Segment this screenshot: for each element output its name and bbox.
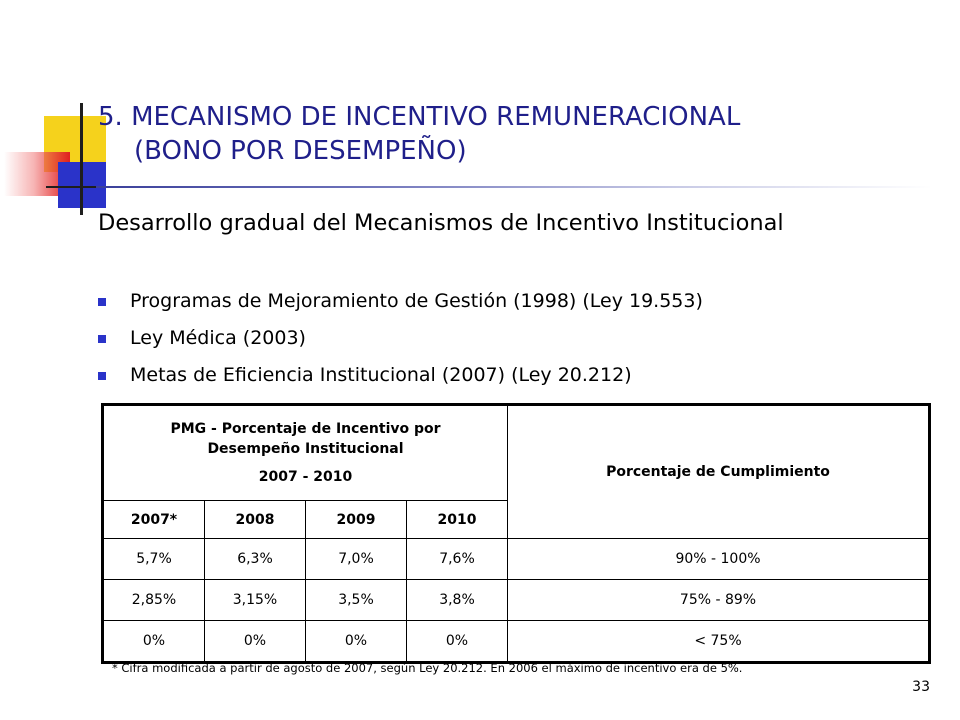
- incentive-table: [101, 403, 931, 664]
- table-header-incentive: [103, 405, 508, 501]
- square-bullet-icon: [98, 372, 106, 380]
- bullet-item: [98, 357, 703, 394]
- table-cell: 3,8%: [407, 580, 508, 621]
- square-bullet-icon: [98, 335, 106, 343]
- slide-title-line2: (BONO POR DESEMPEÑO): [134, 136, 467, 166]
- table-cell: 0%: [306, 621, 407, 663]
- table-row: [103, 621, 930, 663]
- bullet-text: Metas de Eficiencia Institucional (2007) (Ley 20.212): [130, 364, 632, 386]
- title-underline: [96, 186, 932, 188]
- table-cell: 3,15%: [205, 580, 306, 621]
- table-cell-range: 90% - 100%: [508, 539, 930, 580]
- table-cell: 6,3%: [205, 539, 306, 580]
- decorative-vertical-line: [80, 103, 83, 215]
- slide-title-line1: 5. MECANISMO DE INCENTIVO REMUNERACIONAL: [98, 102, 741, 132]
- year-header-cell: 2007*: [103, 501, 205, 539]
- bullet-item: [98, 283, 703, 320]
- header-incentive-years: 2007 - 2010: [258, 469, 353, 485]
- table-cell-range: < 75%: [508, 621, 930, 663]
- square-bullet-icon: [98, 298, 106, 306]
- table-cell: 0%: [103, 621, 205, 663]
- table-cell: 0%: [205, 621, 306, 663]
- year-header-cell: 2008: [205, 501, 306, 539]
- header-incentive-line1: PMG - Porcentaje de Incentivo por: [170, 421, 441, 437]
- table-header-compliance: Porcentaje de Cumplimiento: [508, 405, 930, 539]
- bullet-list: [98, 283, 703, 394]
- slide-title: [98, 100, 928, 168]
- bullet-item: [98, 320, 703, 357]
- page-number: 33: [912, 679, 930, 695]
- table-cell: 3,5%: [306, 580, 407, 621]
- bullet-text: Ley Médica (2003): [130, 327, 306, 349]
- table-row: [103, 580, 930, 621]
- table-cell-range: 75% - 89%: [508, 580, 930, 621]
- table-cell: 0%: [407, 621, 508, 663]
- year-header-cell: 2010: [407, 501, 508, 539]
- bullet-text: Programas de Mejoramiento de Gestión (1998) (Ley 19.553): [130, 290, 703, 312]
- intro-text: Desarrollo gradual del Mecanismos de Incentivo Institucional: [98, 210, 784, 236]
- table-cell: 7,6%: [407, 539, 508, 580]
- table-header-row: [103, 405, 930, 501]
- table-footnote: * Cifra modificada a partir de agosto de 2007, según Ley 20.212. En 2006 el máximo de incentivo era de 5%.: [112, 661, 743, 675]
- header-incentive-line2: Desempeño Institucional: [207, 441, 404, 457]
- table-cell: 5,7%: [103, 539, 205, 580]
- year-header-cell: 2009: [306, 501, 407, 539]
- table-row: [103, 539, 930, 580]
- table-cell: 7,0%: [306, 539, 407, 580]
- table-cell: 2,85%: [103, 580, 205, 621]
